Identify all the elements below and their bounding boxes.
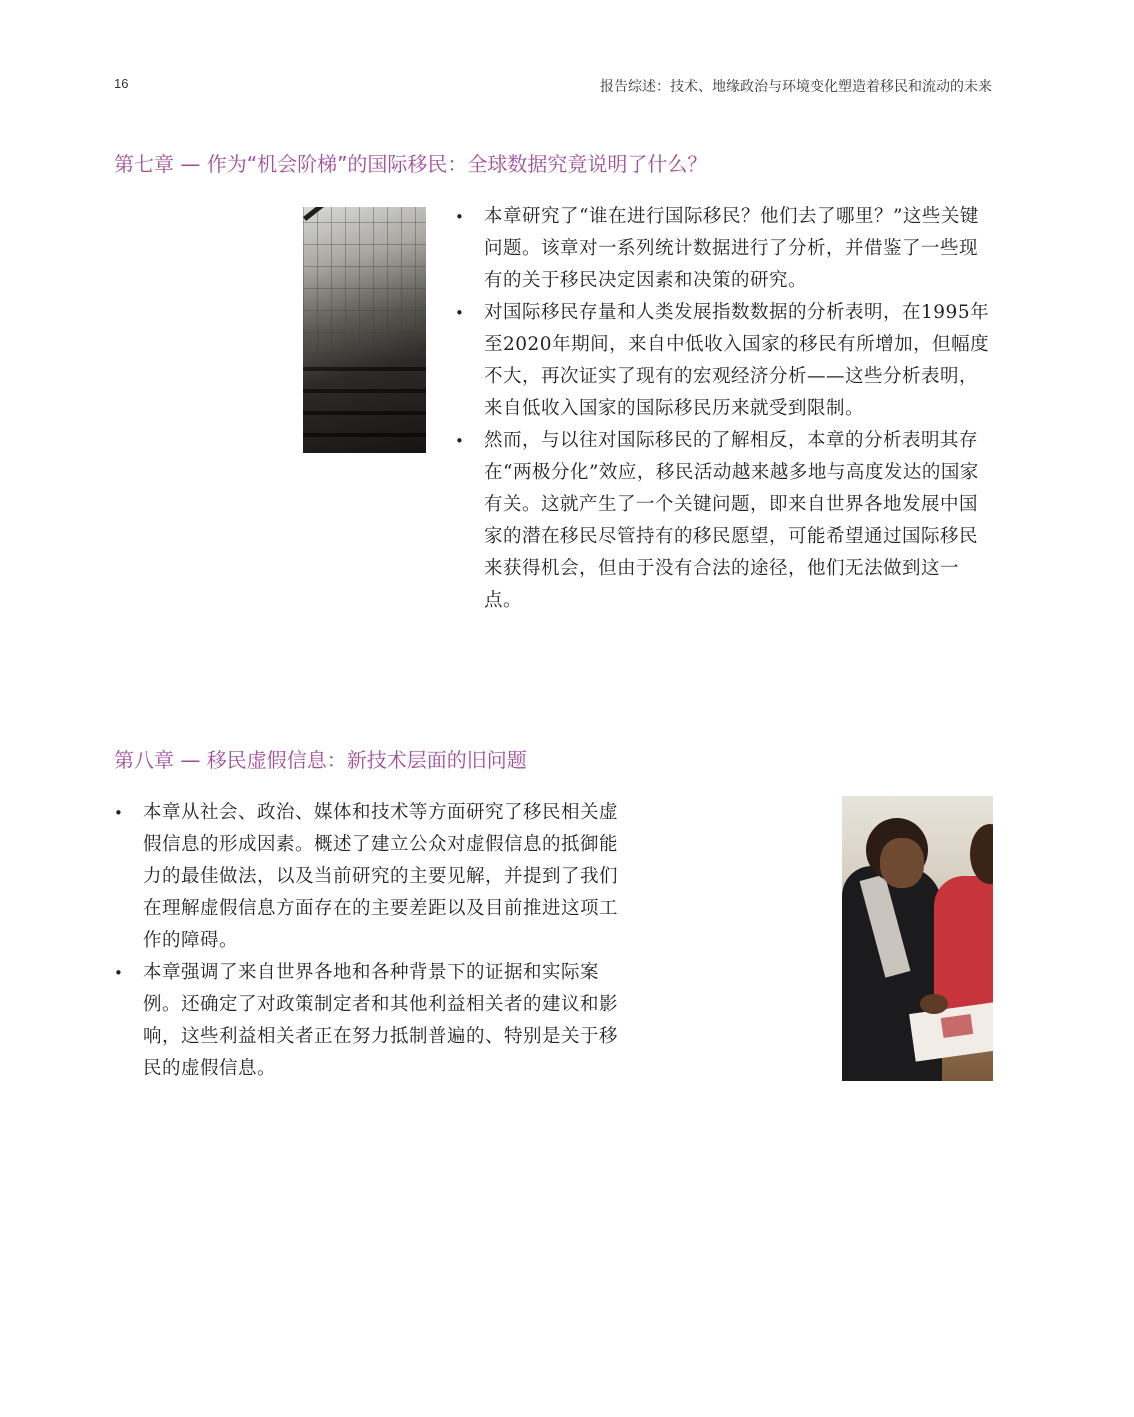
wall-tiles <box>303 207 426 355</box>
list-item-text: 然而，与以往对国际移民的了解相反，本章的分析表明其存在“两极分化”效应，移民活动越来越多地与高度发达的国家有关。这就产生了一个关键问题，即来自世界各地发展中国家的潜在移民尽管持有的移民愿望，可能希望通过国际移民来获得机会，但由于没有合法的途径，他们无法做到这一点。 <box>484 430 979 611</box>
list-item-text: 对国际移民存量和人类发展指数数据的分析表明，在1995年至2020年期间，来自中低收入国家的移民有所增加，但幅度不大，再次证实了现有的宏观经济分析——这些分析表明，来自低收入国家的国际移民历来就受到限制。 <box>484 302 990 419</box>
chapter-8-title: 第八章 — 移民虚假信息：新技术层面的旧问题 <box>114 748 527 772</box>
chapter-7-title: 第七章 — 作为“机会阶梯”的国际移民：全球数据究竟说明了什么？ <box>114 152 708 176</box>
list-item <box>114 957 629 1085</box>
hand <box>920 994 948 1014</box>
list-item <box>455 297 995 425</box>
stair-step <box>303 389 426 393</box>
list-item <box>455 201 995 297</box>
list-item-text: 本章研究了“谁在进行国际移民？他们去了哪里？”这些关键问题。该章对一系列统计数据进行了分析，并借鉴了一些现有的关于移民决定因素和决策的研究。 <box>484 206 979 291</box>
chapter-8-bullet-list <box>114 797 629 1085</box>
list-item <box>114 797 629 957</box>
stair-step <box>303 411 426 415</box>
bullet-icon: • <box>455 432 465 450</box>
list-item-text: 本章强调了来自世界各地和各种背景下的证据和实际案例。还确定了对政策制定者和其他利益相关者的建议和影响，这些利益相关者正在努力抵制普遍的、特别是关于移民的虚假信息。 <box>143 962 619 1079</box>
running-header: 报告综述：技术、地缘政治与环境变化塑造着移民和流动的未来 <box>600 79 992 95</box>
stairs-photo <box>303 207 426 453</box>
page-number: 16 <box>114 76 129 91</box>
bullet-icon: • <box>114 964 124 982</box>
students-reading-photo <box>842 796 993 1081</box>
list-item <box>455 425 995 617</box>
bullet-icon: • <box>114 804 124 822</box>
book-illustration <box>941 1014 973 1038</box>
stair-step <box>303 433 426 437</box>
chapter-7-bullet-list <box>455 201 995 617</box>
bullet-icon: • <box>455 304 465 322</box>
list-item-text: 本章从社会、政治、媒体和技术等方面研究了移民相关虚假信息的形成因素。概述了建立公众对虚假信息的抵御能力的最佳做法，以及当前研究的主要见解，并提到了我们在理解虚假信息方面存在的主要差距以及目前推进这项工作的障碍。 <box>143 802 619 951</box>
stair-step <box>303 367 426 371</box>
bullet-icon: • <box>455 208 465 226</box>
student-face <box>880 838 924 888</box>
student-hair <box>970 824 993 884</box>
